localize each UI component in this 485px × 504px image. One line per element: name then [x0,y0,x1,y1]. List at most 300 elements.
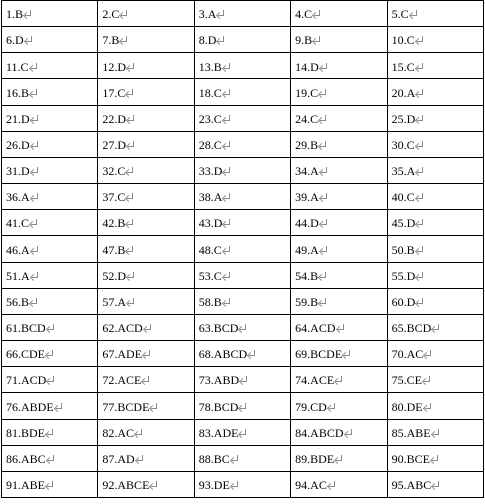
answer-cell [291,157,387,183]
answer-text: 20.A [391,85,416,100]
answer-text: 57.A [102,294,127,309]
answer-text: 4.C [295,7,313,22]
answer-cell [98,419,194,445]
paragraph-return-icon [47,323,55,333]
answer-text: 28.C [198,137,222,152]
answer-text: 81.BDE [6,425,45,440]
answer-text: 16.B [6,85,30,100]
paragraph-return-icon [144,323,152,333]
answer-cell [291,105,387,131]
answer-text: 5.C [391,7,409,22]
answer-cell [2,314,98,340]
answer-cell [291,341,387,367]
paragraph-return-icon [217,35,225,45]
answer-text: 44.D [295,216,319,231]
answer-cell [2,27,98,53]
answer-text: 88.BC [198,451,230,466]
answer-cell [98,184,194,210]
paragraph-return-icon [320,166,328,176]
answer-text: 37.C [102,190,126,205]
answer-cell [194,210,290,236]
answer-table-body [2,1,484,498]
paragraph-return-icon [30,297,38,307]
answer-text: 93.DE [198,478,230,493]
answer-text: 27.D [102,137,127,152]
paragraph-return-icon [313,35,321,45]
paragraph-return-icon [46,349,54,359]
paragraph-return-icon [127,297,135,307]
paragraph-return-icon [239,402,247,412]
answer-cell [98,288,194,314]
answer-text: 82.AC [102,425,135,440]
paragraph-return-icon [424,402,432,412]
paragraph-return-icon [416,297,424,307]
answer-cell [98,157,194,183]
answer-cell [2,79,98,105]
answer-cell [2,131,98,157]
answer-cell [98,314,194,340]
answer-cell [98,341,194,367]
answer-text: 94.AC [295,478,327,493]
answer-text: 95.ABC [391,478,432,493]
answer-text: 51.A [6,268,30,283]
answer-cell [387,419,483,445]
answer-cell [291,288,387,314]
answer-cell [98,53,194,79]
answer-cell [291,367,387,393]
table-row [2,157,484,183]
answer-text: 55.D [391,268,416,283]
paragraph-return-icon [319,297,327,307]
answer-cell [98,393,194,419]
answer-text: 61.BCD [6,321,46,336]
answer-cell [98,471,194,497]
table-row [2,341,484,367]
answer-text: 73.ABD [198,373,240,388]
paragraph-return-icon [248,349,256,359]
answer-cell [2,288,98,314]
paragraph-return-icon [423,375,431,385]
paragraph-return-icon [31,140,39,150]
answer-text: 40.C [391,190,415,205]
answer-cell [194,157,290,183]
answer-cell [98,27,194,53]
answer-cell [2,53,98,79]
answer-cell [387,471,483,497]
paragraph-return-icon [142,375,150,385]
answer-text: 36.A [6,190,30,205]
paragraph-return-icon [24,9,32,19]
paragraph-return-icon [432,428,440,438]
paragraph-return-icon [431,454,439,464]
answer-text: 2.C [102,7,120,22]
answer-text: 62.ACD [102,321,143,336]
paragraph-return-icon [223,297,231,307]
paragraph-return-icon [126,192,134,202]
paragraph-return-icon [335,375,343,385]
paragraph-return-icon [127,62,135,72]
answer-cell [194,314,290,340]
paragraph-return-icon [432,323,440,333]
answer-cell [194,236,290,262]
paragraph-return-icon [31,271,39,281]
table-row [2,131,484,157]
paragraph-return-icon [126,245,134,255]
paragraph-return-icon [345,428,353,438]
answer-cell [387,262,483,288]
paragraph-return-icon [223,192,231,202]
paragraph-return-icon [126,166,134,176]
answer-text: 23.C [198,111,222,126]
paragraph-return-icon [217,9,225,19]
paragraph-return-icon [337,323,345,333]
answer-text: 15.C [391,59,415,74]
paragraph-return-icon [150,480,158,490]
answer-cell [194,419,290,445]
paragraph-return-icon [223,88,231,98]
paragraph-return-icon [150,402,158,412]
paragraph-return-icon [30,88,38,98]
answer-cell [194,288,290,314]
answer-text: 18.C [198,85,222,100]
paragraph-return-icon [328,480,336,490]
paragraph-return-icon [416,35,424,45]
paragraph-return-icon [416,140,424,150]
paragraph-return-icon [320,62,328,72]
answer-text: 42.B [102,216,126,231]
paragraph-return-icon [30,62,38,72]
paragraph-return-icon [416,88,424,98]
paragraph-return-icon [239,323,247,333]
paragraph-return-icon [55,402,63,412]
answer-text: 47.B [102,242,126,257]
answer-text: 19.C [295,85,319,100]
table-row [2,184,484,210]
table-row [2,236,484,262]
paragraph-return-icon [424,349,432,359]
answer-text: 71.ACD [6,373,47,388]
paragraph-return-icon [31,114,39,124]
answer-text: 10.C [391,33,415,48]
table-row [2,393,484,419]
table-row [2,445,484,471]
paragraph-return-icon [46,428,54,438]
answer-text: 8.D [198,33,217,48]
answer-cell [291,262,387,288]
paragraph-return-icon [231,454,239,464]
answer-cell [194,105,290,131]
paragraph-return-icon [416,245,424,255]
table-row [2,471,484,497]
answer-text: 38.A [198,190,223,205]
paragraph-return-icon [319,271,327,281]
answer-cell [2,184,98,210]
answer-text: 63.BCD [198,321,239,336]
answer-cell [387,184,483,210]
paragraph-return-icon [320,245,328,255]
answer-text: 78.BCD [198,399,239,414]
paragraph-return-icon [240,375,248,385]
paragraph-return-icon [320,218,328,228]
answer-cell [98,131,194,157]
paragraph-return-icon [319,140,327,150]
answer-text: 11.C [6,59,29,74]
answer-cell [2,445,98,471]
paragraph-return-icon [47,454,55,464]
answer-text: 92.ABCE [102,478,150,493]
answer-cell [387,210,483,236]
answer-cell [387,1,483,27]
paragraph-return-icon [416,218,424,228]
table-row [2,105,484,131]
paragraph-return-icon [319,114,327,124]
answer-cell [291,184,387,210]
answer-cell [194,341,290,367]
answer-text: 14.D [295,59,319,74]
answer-text: 21.D [6,111,30,126]
answer-cell [98,262,194,288]
answer-text: 35.A [391,164,416,179]
answer-text: 30.C [391,137,415,152]
answer-text: 7.B [102,33,120,48]
paragraph-return-icon [335,454,343,464]
paragraph-return-icon [46,480,54,490]
paragraph-return-icon [416,271,424,281]
paragraph-return-icon [143,349,151,359]
answer-text: 69.BCDE [295,347,343,362]
paragraph-return-icon [231,480,239,490]
paragraph-return-icon [31,166,39,176]
paragraph-return-icon [410,9,418,19]
answer-text: 66.CDE [6,347,45,362]
answer-text: 67.ADE [102,347,143,362]
table-row [2,79,484,105]
answer-text: 56.B [6,294,30,309]
answer-text: 74.ACE [295,373,335,388]
answer-text: 64.ACD [295,321,336,336]
answer-cell [291,131,387,157]
paragraph-return-icon [223,271,231,281]
answer-text: 65.BCD [391,321,432,336]
paragraph-return-icon [31,192,39,202]
answer-text: 33.D [198,164,223,179]
answer-cell [387,236,483,262]
answer-text: 13.B [198,59,222,74]
answer-cell [194,262,290,288]
table-row [2,419,484,445]
table-row [2,27,484,53]
answer-text: 9.B [295,33,313,48]
answer-text: 72.ACE [102,373,142,388]
paragraph-return-icon [126,88,134,98]
paragraph-return-icon [47,375,55,385]
answer-text: 29.B [295,137,319,152]
answer-cell [98,79,194,105]
answer-cell [2,157,98,183]
answer-text: 32.C [102,164,126,179]
answer-cell [2,419,98,445]
paragraph-return-icon [239,428,247,438]
answer-cell [387,79,483,105]
answer-text: 39.A [295,190,319,205]
answer-cell [2,210,98,236]
paragraph-return-icon [319,88,327,98]
answer-text: 77.BCDE [102,399,150,414]
table-row [2,367,484,393]
answer-cell [387,157,483,183]
answer-text: 54.B [295,268,319,283]
answer-text: 80.DE [391,399,423,414]
answer-cell [194,27,290,53]
paragraph-return-icon [320,192,328,202]
answer-cell [98,1,194,27]
paragraph-return-icon [313,9,321,19]
answer-text: 89.BDE [295,451,335,466]
answer-cell [387,288,483,314]
paragraph-return-icon [416,62,424,72]
paragraph-return-icon [223,245,231,255]
answer-cell [387,53,483,79]
answer-cell [291,1,387,27]
answer-text: 53.C [198,268,222,283]
answer-cell [194,131,290,157]
answer-text: 25.D [391,111,416,126]
paragraph-return-icon [136,454,144,464]
answer-text: 90.BCE [391,451,430,466]
answer-text: 6.D [6,33,24,48]
answer-cell [2,1,98,27]
answer-text: 58.B [198,294,222,309]
answer-cell [2,262,98,288]
answer-cell [387,314,483,340]
answer-text: 12.D [102,59,127,74]
answer-cell [387,27,483,53]
answer-cell [291,393,387,419]
paragraph-return-icon [120,35,128,45]
answer-cell [2,105,98,131]
answer-cell [194,53,290,79]
answer-text: 60.D [391,294,416,309]
paragraph-return-icon [127,114,135,124]
answer-text: 70.AC [391,347,424,362]
paragraph-return-icon [223,218,231,228]
answer-text: 68.ABCD [198,347,248,362]
answer-cell [291,210,387,236]
answer-cell [2,236,98,262]
answer-text: 52.D [102,268,127,283]
paragraph-return-icon [127,271,135,281]
answer-cell [98,445,194,471]
paragraph-return-icon [25,35,33,45]
answer-cell [291,314,387,340]
answer-cell [98,105,194,131]
answer-cell [291,53,387,79]
answer-text: 46.A [6,242,30,257]
answer-text: 17.C [102,85,126,100]
paragraph-return-icon [223,166,231,176]
table-row [2,1,484,27]
answer-cell [291,236,387,262]
paragraph-return-icon [223,140,231,150]
answer-text: 50.B [391,242,415,257]
answer-cell [387,393,483,419]
answer-cell [98,236,194,262]
answer-cell [98,367,194,393]
paragraph-return-icon [120,9,128,19]
paragraph-return-icon [135,428,143,438]
answer-text: 83.ADE [198,425,239,440]
answer-cell [194,445,290,471]
paragraph-return-icon [328,402,336,412]
answer-cell [194,79,290,105]
paragraph-return-icon [416,166,424,176]
answer-text: 75.CE [391,373,422,388]
paragraph-return-icon [416,114,424,124]
answer-cell [387,341,483,367]
answer-cell [291,27,387,53]
answer-text: 84.ABCD [295,425,344,440]
table-row [2,314,484,340]
answer-cell [387,445,483,471]
answer-cell [291,79,387,105]
answer-text: 22.D [102,111,127,126]
answer-cell [291,471,387,497]
answer-text: 45.D [391,216,416,231]
paragraph-return-icon [343,349,351,359]
answer-cell [387,367,483,393]
answer-text: 26.D [6,137,30,152]
paragraph-return-icon [223,114,231,124]
answer-text: 86.ABC [6,451,46,466]
answer-cell [2,393,98,419]
answer-cell [2,471,98,497]
paragraph-return-icon [432,480,440,490]
answer-text: 87.AD [102,451,135,466]
answer-cell [194,1,290,27]
answer-text: 48.C [198,242,222,257]
paragraph-return-icon [223,62,231,72]
table-row [2,210,484,236]
answer-text: 1.B [6,7,24,22]
answer-cell [194,393,290,419]
answer-cell [194,471,290,497]
answer-cell [387,131,483,157]
answer-text: 41.C [6,216,30,231]
answer-text: 85.ABE [391,425,431,440]
answer-cell [98,210,194,236]
table-row [2,288,484,314]
table-row [2,262,484,288]
paragraph-return-icon [30,218,38,228]
answer-cell [291,445,387,471]
answer-text: 34.A [295,164,319,179]
answer-text: 31.D [6,164,30,179]
answer-text: 3.A [198,7,217,22]
answer-key-table [1,0,484,498]
answer-cell [291,419,387,445]
table-row [2,53,484,79]
paragraph-return-icon [31,245,39,255]
answer-text: 91.ABE [6,478,45,493]
answer-text: 79.CD [295,399,327,414]
answer-text: 49.A [295,242,319,257]
answer-text: 76.ABDE [6,399,54,414]
answer-cell [2,367,98,393]
answer-cell [194,184,290,210]
answer-text: 59.B [295,294,319,309]
paragraph-return-icon [126,218,134,228]
answer-cell [387,105,483,131]
